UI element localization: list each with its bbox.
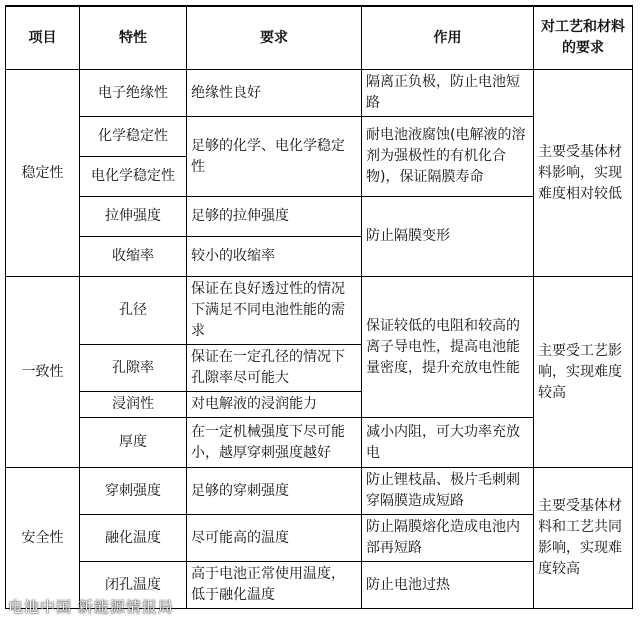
requirement-cell: 保证在一定孔径的情况下孔隙率尽可能大	[187, 345, 362, 392]
process-note-safety: 主要受基体材料和工艺共同影响，实现难度较高	[534, 468, 633, 609]
requirement-cell: 尽可能高的温度	[187, 515, 362, 562]
function-cell: 防止锂枝晶、极片毛刺刺穿隔膜造成短路	[362, 468, 534, 515]
property-cell: 浸润性	[80, 392, 187, 418]
table-row	[6, 277, 633, 345]
property-cell: 化学稳定性	[80, 117, 187, 157]
property-cell: 厚度	[80, 418, 187, 468]
requirement-cell: 绝缘性良好	[187, 70, 362, 117]
category-consistency: 一致性	[6, 277, 80, 468]
category-safety: 安全性	[6, 468, 80, 609]
property-cell: 融化温度	[80, 515, 187, 562]
requirement-cell: 足够的拉伸强度	[187, 197, 362, 237]
function-cell: 减小内阻，可大功率充放电	[362, 418, 534, 468]
property-cell: 电子绝缘性	[80, 70, 187, 117]
requirement-cell: 足够的化学、电化学稳定性	[187, 117, 362, 197]
header-row	[6, 6, 633, 70]
table-row	[6, 468, 633, 515]
function-cell: 保证较低的电阻和较高的离子导电性，提高电池能量密度，提升充放电性能	[362, 277, 534, 418]
function-cell: 隔离正负极，防止电池短路	[362, 70, 534, 117]
requirement-cell: 足够的穿刺强度	[187, 468, 362, 515]
header-function: 作用	[362, 6, 534, 70]
function-cell: 防止电池过热	[362, 562, 534, 609]
header-requirement: 要求	[187, 6, 362, 70]
function-cell: 防止隔膜熔化造成电池内部再短路	[362, 515, 534, 562]
requirement-cell: 在一定机械强度下尽可能小，越厚穿刺强度越好	[187, 418, 362, 468]
requirement-cell: 保证在良好透过性的情况下满足不同电池性能的需求	[187, 277, 362, 345]
property-cell: 穿刺强度	[80, 468, 187, 515]
header-process-req: 对工艺和材料的要求	[534, 6, 633, 70]
property-cell: 孔隙率	[80, 345, 187, 392]
process-note-stability: 主要受基体材料影响，实现难度相对较低	[534, 70, 633, 277]
header-property: 特性	[80, 6, 187, 70]
requirement-cell: 对电解液的浸润能力	[187, 392, 362, 418]
table-row	[6, 70, 633, 117]
property-cell: 收缩率	[80, 237, 187, 277]
requirement-cell: 高于电池正常使用温度，低于融化温度	[187, 562, 362, 609]
function-cell: 耐电池液腐蚀(电解液的溶剂为强极性的有机化合物)，保证隔膜寿命	[362, 117, 534, 197]
category-stability: 稳定性	[6, 70, 80, 277]
requirement-cell: 较小的收缩率	[187, 237, 362, 277]
process-note-consistency: 主要受工艺影响，实现难度较高	[534, 277, 633, 468]
function-cell: 防止隔膜变形	[362, 197, 534, 277]
header-item: 项目	[6, 6, 80, 70]
property-cell: 拉伸强度	[80, 197, 187, 237]
property-cell: 闭孔温度	[80, 562, 187, 609]
property-cell: 电化学稳定性	[80, 157, 187, 197]
separator-spec-table	[5, 5, 633, 609]
watermark: 电池中国 新能源情报局	[8, 598, 174, 616]
property-cell: 孔径	[80, 277, 187, 345]
